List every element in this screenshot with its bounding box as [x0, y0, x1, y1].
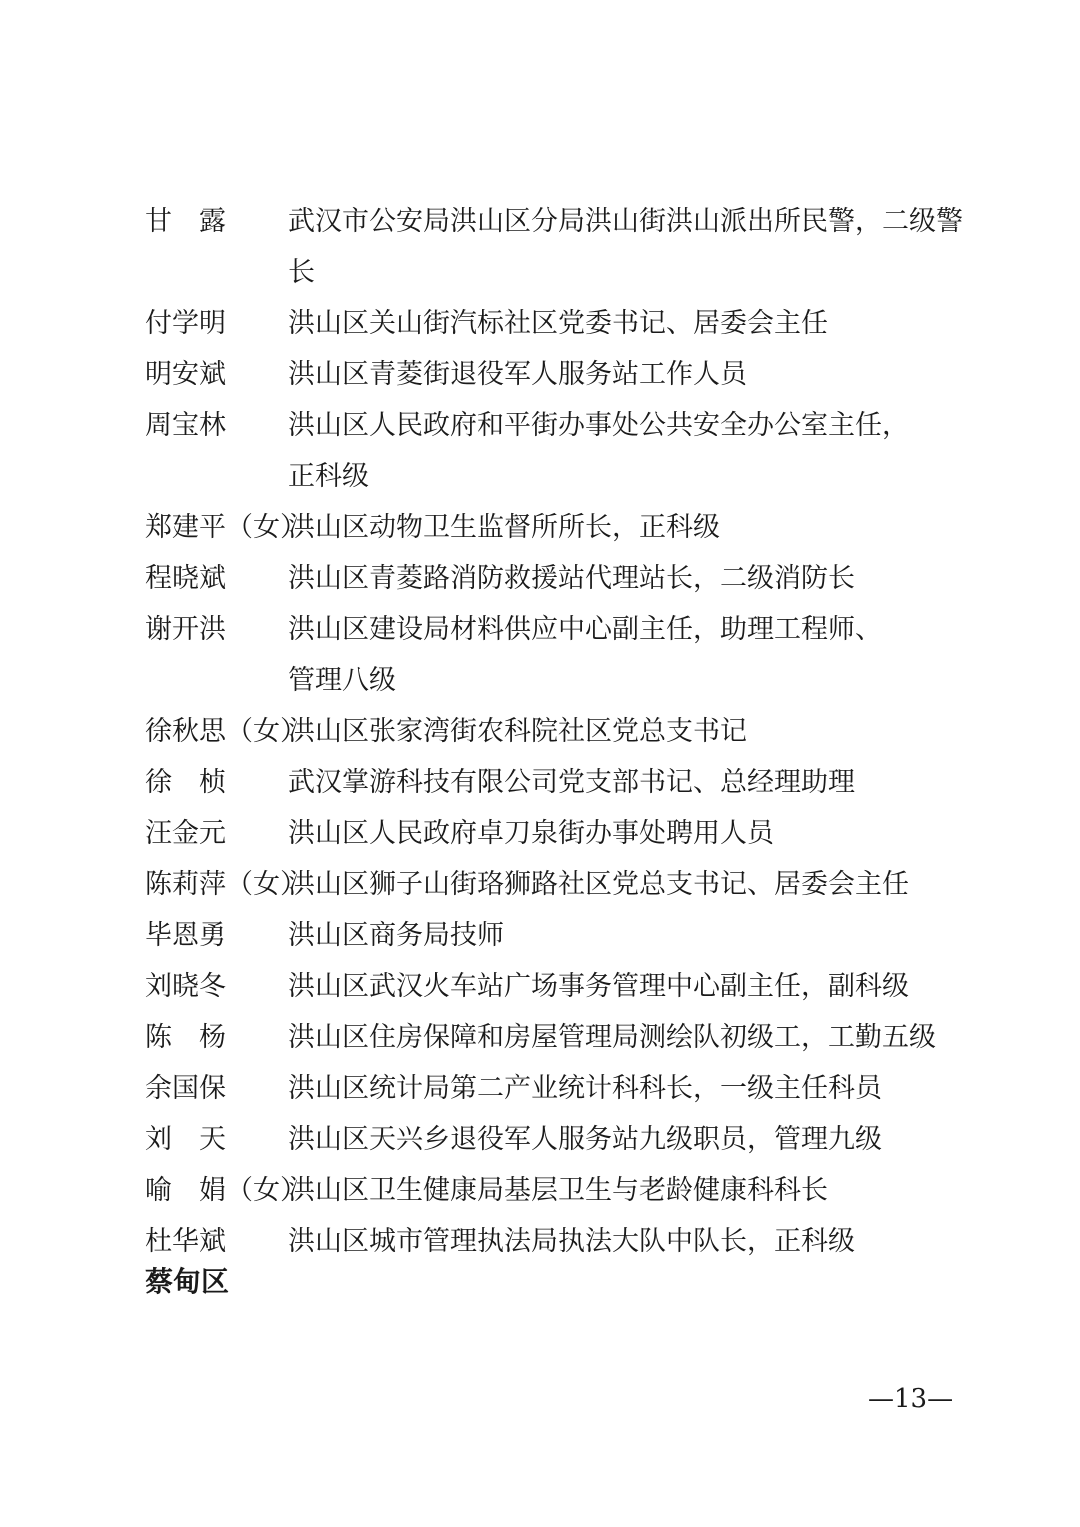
person-name: 甘 露: [145, 206, 226, 237]
list-item: [145, 859, 965, 910]
list-item: [145, 1114, 965, 1165]
person-position: 武汉市公安局洪山区分局洪山街洪山派出所民警，二级警长: [288, 206, 963, 288]
list-item: [145, 808, 965, 859]
list-item: [145, 196, 965, 298]
person-position: 洪山区张家湾街农科院社区党总支书记: [288, 716, 747, 747]
list-item: [145, 400, 965, 502]
person-name: 喻 娟（女）: [145, 1175, 307, 1206]
person-position: 洪山区商务局技师: [288, 920, 504, 951]
person-position: 武汉掌游科技有限公司党支部书记、总经理助理: [288, 767, 855, 798]
list-item: [145, 910, 965, 961]
person-position: 洪山区青菱街退役军人服务站工作人员: [288, 359, 747, 390]
list-item: [145, 757, 965, 808]
person-position: 洪山区关山街汽标社区党委书记、居委会主任: [288, 308, 828, 339]
person-name: 程晓斌: [145, 563, 226, 594]
person-position: 洪山区青菱路消防救援站代理站长，二级消防长: [288, 563, 855, 594]
person-name: 谢开洪: [145, 614, 226, 645]
person-position: 洪山区统计局第二产业统计科科长，一级主任科员: [288, 1073, 882, 1104]
list-item: [145, 502, 965, 553]
person-position: 洪山区人民政府卓刀泉街办事处聘用人员: [288, 818, 774, 849]
person-position: 洪山区城市管理执法局执法大队中队长，正科级: [288, 1226, 855, 1257]
person-name: 明安斌: [145, 359, 226, 390]
person-name: 杜华斌: [145, 1226, 226, 1257]
person-position: 洪山区天兴乡退役军人服务站九级职员，管理九级: [288, 1124, 882, 1155]
person-name: 付学明: [145, 308, 226, 339]
person-position: 洪山区卫生健康局基层卫生与老龄健康科科长: [288, 1175, 828, 1206]
person-position: 洪山区武汉火车站广场事务管理中心副主任，副科级: [288, 971, 909, 1002]
person-name: 陈莉萍（女）: [145, 869, 307, 900]
person-name: 汪金元: [145, 818, 226, 849]
list-item: [145, 1216, 965, 1267]
person-name: 郑建平（女）: [145, 512, 307, 543]
person-position: 洪山区动物卫生监督所所长，正科级: [288, 512, 720, 543]
awardee-list: [145, 196, 965, 1267]
person-name: 刘 天: [145, 1124, 226, 1155]
person-name: 刘晓冬: [145, 971, 226, 1002]
person-position: 洪山区建设局材料供应中心副主任，助理工程师、 管理八级: [288, 614, 882, 696]
person-position: 洪山区狮子山街珞狮路社区党总支书记、居委会主任: [288, 869, 909, 900]
person-name: 徐秋思（女）: [145, 716, 307, 747]
list-item: [145, 961, 965, 1012]
person-name: 陈 杨: [145, 1022, 226, 1053]
person-position: 洪山区住房保障和房屋管理局测绘队初级工，工勤五级: [288, 1022, 936, 1053]
person-position: 洪山区人民政府和平街办事处公共安全办公室主任， 正科级: [288, 410, 909, 492]
list-item: [145, 553, 965, 604]
person-name: 周宝林: [145, 410, 226, 441]
list-item: [145, 298, 965, 349]
list-item: [145, 349, 965, 400]
list-item: [145, 706, 965, 757]
person-name: 毕恩勇: [145, 920, 226, 951]
person-name: 徐 桢: [145, 767, 226, 798]
list-item: [145, 1063, 965, 1114]
section-heading: 蔡甸区: [145, 1265, 230, 1298]
list-item: [145, 1012, 965, 1063]
list-item: [145, 1165, 965, 1216]
person-name: 余国保: [145, 1073, 226, 1104]
list-item: [145, 604, 965, 706]
page-number: —13—: [868, 1384, 954, 1414]
